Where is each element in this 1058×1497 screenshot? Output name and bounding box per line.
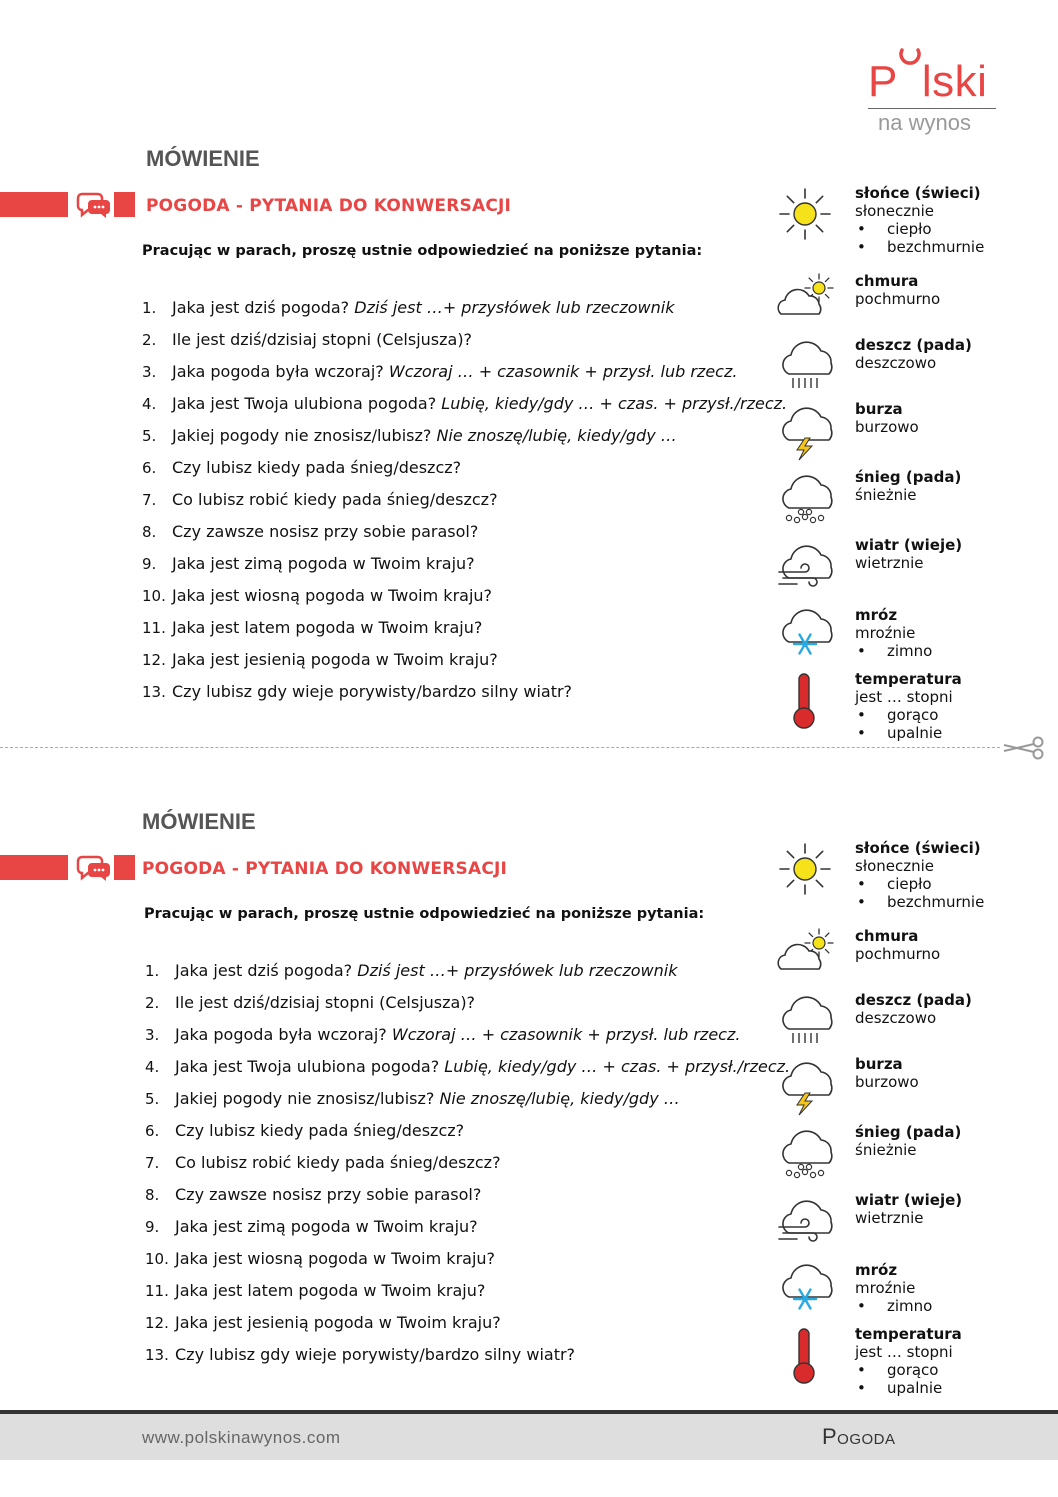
logo xyxy=(868,58,1008,137)
vocab-title: wiatr (wieje) xyxy=(855,1191,963,1209)
question-number: 10. xyxy=(145,1250,169,1268)
question-text: Jaka jest zimą pogoda w Twoim kraju? xyxy=(172,554,475,573)
question-number: 1. xyxy=(142,299,157,317)
vocab-title: mróz xyxy=(855,1261,898,1279)
vocab-text xyxy=(855,927,940,963)
vocab-text xyxy=(855,606,932,660)
question-text: Jakiej pogody nie znosisz/lubisz? xyxy=(172,426,432,445)
vocab-title: deszcz (pada) xyxy=(855,336,972,354)
vocab-bullet: • ciepło xyxy=(855,875,984,893)
question-text: Jaka jest jesienią pogoda w Twoim kraju? xyxy=(175,1313,501,1332)
question-number: 2. xyxy=(145,994,160,1012)
vocab-title: deszcz (pada) xyxy=(855,991,972,1009)
rain-icon xyxy=(775,334,835,396)
vocab-bullet: • ciepło xyxy=(855,220,984,238)
question-text: Jaka jest latem pogoda w Twoim kraju? xyxy=(175,1281,486,1300)
question-item xyxy=(142,520,787,552)
question-hint: Nie znoszę/lubię, kiedy/gdy … xyxy=(434,1089,680,1108)
vocab-line: burzowo xyxy=(855,418,919,436)
question-number: 6. xyxy=(145,1122,160,1140)
question-text: Jaka jest dziś pogoda? xyxy=(172,298,350,317)
question-hint: Dziś jest …+ przysłówek lub rzeczownik xyxy=(352,961,678,980)
vocab-line: mroźnie xyxy=(855,624,916,642)
question-hint: Lubię, kiedy/gdy … + czas. + przysł./rzecz. xyxy=(439,1057,791,1076)
question-text: Jaka pogoda była wczoraj? xyxy=(172,362,384,381)
section-title: POGODA - PYTANIA DO KONWERSACJI xyxy=(142,859,508,879)
vocab-title: burza xyxy=(855,1055,903,1073)
question-text: Czy lubisz gdy wieje porywisty/bardzo silny wiatr? xyxy=(175,1345,576,1364)
worksheet-section-1 xyxy=(0,146,1058,742)
question-item xyxy=(142,296,787,328)
question-item xyxy=(142,648,787,680)
accent-square xyxy=(114,855,135,880)
question-item xyxy=(145,1343,790,1375)
vocab-text xyxy=(855,400,919,436)
question-list xyxy=(145,959,790,1375)
question-item xyxy=(145,1087,790,1119)
vocab-bullet: • bezchmurnie xyxy=(855,238,984,256)
vocab-title: temperatura xyxy=(855,670,962,688)
question-number: 9. xyxy=(145,1218,160,1236)
vocab-line: śnieżnie xyxy=(855,1141,917,1159)
accent-square xyxy=(114,192,135,217)
logo-wordmark xyxy=(868,58,1008,106)
vocab-text xyxy=(855,184,984,256)
question-item xyxy=(145,1023,790,1055)
vocab-title: chmura xyxy=(855,272,919,290)
question-number: 7. xyxy=(145,1154,160,1172)
snow-icon xyxy=(775,468,835,530)
instruction-text: Pracując w parach, proszę ustnie odpowiedzieć na poniższe pytania: xyxy=(144,906,705,922)
vocab-title: burza xyxy=(855,400,903,418)
vocab-line: jest … stopni xyxy=(855,688,953,706)
question-item xyxy=(145,1055,790,1087)
vocab-text xyxy=(855,1261,932,1315)
accent-bar xyxy=(0,855,68,880)
vocab-title: słońce (świeci) xyxy=(855,839,981,857)
vocab-line: burzowo xyxy=(855,1073,919,1091)
vocab-text xyxy=(855,468,961,504)
question-number: 8. xyxy=(142,523,157,541)
vocab-title: mróz xyxy=(855,606,898,624)
sun-icon xyxy=(775,841,835,903)
question-number: 3. xyxy=(145,1026,160,1044)
question-number: 13. xyxy=(142,683,166,701)
logo-subtitle: na wynos xyxy=(868,108,996,137)
question-number: 12. xyxy=(145,1314,169,1332)
wind-icon xyxy=(775,1193,835,1255)
section-heading: MÓWIENIE xyxy=(146,146,260,171)
vocab-line: pochmurno xyxy=(855,945,941,963)
question-number: 4. xyxy=(145,1058,160,1076)
cut-line xyxy=(0,747,1000,748)
vocab-bullet: • gorąco xyxy=(855,1361,962,1379)
question-text: Ile jest dziś/dzisiaj stopni (Celsjusza)? xyxy=(172,330,473,349)
question-text: Jaka jest dziś pogoda? xyxy=(175,961,353,980)
vocab-text xyxy=(855,1191,962,1227)
vocab-line: mroźnie xyxy=(855,1279,916,1297)
question-list xyxy=(142,296,787,712)
vocab-bullet: • bezchmurnie xyxy=(855,893,984,911)
question-text: Czy lubisz kiedy pada śnieg/deszcz? xyxy=(172,458,462,477)
question-text: Czy zawsze nosisz przy sobie parasol? xyxy=(175,1185,482,1204)
question-number: 4. xyxy=(142,395,157,413)
question-number: 7. xyxy=(142,491,157,509)
question-item xyxy=(142,552,787,584)
cloud-sun-icon xyxy=(775,927,835,989)
question-text: Jaka jest jesienią pogoda w Twoim kraju? xyxy=(172,650,498,669)
logo-o-icon xyxy=(898,66,922,96)
vocab-title: śnieg (pada) xyxy=(855,1123,962,1141)
question-number: 11. xyxy=(145,1282,169,1300)
vocab-line: deszczowo xyxy=(855,1009,937,1027)
question-text: Jaka jest zimą pogoda w Twoim kraju? xyxy=(175,1217,478,1236)
question-number: 3. xyxy=(142,363,157,381)
vocab-line: deszczowo xyxy=(855,354,937,372)
vocab-title: temperatura xyxy=(855,1325,962,1343)
vocab-line: jest … stopni xyxy=(855,1343,953,1361)
question-number: 11. xyxy=(142,619,166,637)
vocab-text xyxy=(855,1325,962,1397)
section-heading: MÓWIENIE xyxy=(142,809,256,834)
question-hint: Wczoraj … + czasownik + przysł. lub rzecz. xyxy=(386,1025,741,1044)
vocab-text xyxy=(855,272,940,308)
vocab-text xyxy=(855,670,962,742)
question-number: 1. xyxy=(145,962,160,980)
question-text: Jaka jest wiosną pogoda w Twoim kraju? xyxy=(172,586,493,605)
vocab-line: słonecznie xyxy=(855,202,935,220)
question-item xyxy=(145,959,790,991)
question-number: 10. xyxy=(142,587,166,605)
question-text: Co lubisz robić kiedy pada śnieg/deszcz? xyxy=(175,1153,501,1172)
question-number: 12. xyxy=(142,651,166,669)
question-item xyxy=(145,1183,790,1215)
chat-bubbles-icon xyxy=(76,190,112,218)
question-number: 6. xyxy=(142,459,157,477)
question-number: 13. xyxy=(145,1346,169,1364)
question-text: Ile jest dziś/dzisiaj stopni (Celsjusza)? xyxy=(175,993,476,1012)
question-item xyxy=(145,991,790,1023)
question-item xyxy=(142,488,787,520)
thermometer-icon xyxy=(775,670,835,732)
question-item xyxy=(145,1279,790,1311)
question-text: Jakiej pogody nie znosisz/lubisz? xyxy=(175,1089,435,1108)
question-number: 5. xyxy=(145,1090,160,1108)
vocab-bullet: • zimno xyxy=(855,1297,932,1315)
storm-icon xyxy=(775,1055,835,1117)
question-item xyxy=(145,1119,790,1151)
question-number: 8. xyxy=(145,1186,160,1204)
question-text: Jaka pogoda była wczoraj? xyxy=(175,1025,387,1044)
cloud-sun-icon xyxy=(775,272,835,334)
question-item xyxy=(142,360,787,392)
question-hint: Lubię, kiedy/gdy … + czas. + przysł./rzecz. xyxy=(436,394,788,413)
question-text: Jaka jest Twoja ulubiona pogoda? xyxy=(175,1057,440,1076)
vocab-line: słonecznie xyxy=(855,857,935,875)
vocab-title: wiatr (wieje) xyxy=(855,536,963,554)
vocab-text xyxy=(855,336,972,372)
question-item xyxy=(145,1215,790,1247)
question-text: Jaka jest latem pogoda w Twoim kraju? xyxy=(172,618,483,637)
vocab-line: pochmurno xyxy=(855,290,941,308)
question-number: 2. xyxy=(142,331,157,349)
worksheet-section-2 xyxy=(0,809,1058,1399)
question-item xyxy=(145,1311,790,1343)
question-item xyxy=(142,328,787,360)
sun-icon xyxy=(775,186,835,248)
vocab-bullet: • upalnie xyxy=(855,1379,962,1397)
question-item xyxy=(145,1247,790,1279)
vocab-text xyxy=(855,839,984,911)
vocab-text xyxy=(855,536,962,572)
snow-icon xyxy=(775,1123,835,1185)
vocab-line: śnieżnie xyxy=(855,486,917,504)
chat-bubbles-icon xyxy=(76,853,112,881)
question-text: Czy lubisz kiedy pada śnieg/deszcz? xyxy=(175,1121,465,1140)
footer-topic-label: Pogoda xyxy=(822,1424,896,1449)
question-item xyxy=(142,680,787,712)
storm-icon xyxy=(775,400,835,462)
question-item xyxy=(142,616,787,648)
section-title: POGODA - PYTANIA DO KONWERSACJI xyxy=(146,196,512,216)
footer-url[interactable]: www.polskinawynos.com xyxy=(142,1428,341,1447)
vocab-text xyxy=(855,1055,919,1091)
frost-icon xyxy=(775,1257,835,1319)
vocab-line: wietrznie xyxy=(855,1209,924,1227)
vocab-title: słońce (świeci) xyxy=(855,184,981,202)
vocab-bullet: • gorąco xyxy=(855,706,962,724)
instruction-text: Pracując w parach, proszę ustnie odpowiedzieć na poniższe pytania: xyxy=(142,243,703,259)
question-number: 9. xyxy=(142,555,157,573)
vocab-title: chmura xyxy=(855,927,919,945)
frost-icon xyxy=(775,602,835,664)
wind-icon xyxy=(775,538,835,600)
vocab-text xyxy=(855,991,972,1027)
vocab-title: śnieg (pada) xyxy=(855,468,962,486)
question-item xyxy=(142,456,787,488)
logo-letters-lski: lski xyxy=(921,57,988,106)
rain-icon xyxy=(775,989,835,1051)
question-hint: Wczoraj … + czasownik + przysł. lub rzecz. xyxy=(383,362,738,381)
question-item xyxy=(142,424,787,456)
question-hint: Dziś jest …+ przysłówek lub rzeczownik xyxy=(349,298,675,317)
vocab-line: wietrznie xyxy=(855,554,924,572)
vocab-text xyxy=(855,1123,961,1159)
question-hint: Nie znoszę/lubię, kiedy/gdy … xyxy=(431,426,677,445)
question-item xyxy=(142,584,787,616)
question-item xyxy=(145,1151,790,1183)
question-text: Czy zawsze nosisz przy sobie parasol? xyxy=(172,522,479,541)
accent-bar xyxy=(0,192,68,217)
question-item xyxy=(142,392,787,424)
question-text: Czy lubisz gdy wieje porywisty/bardzo silny wiatr? xyxy=(172,682,573,701)
vocab-bullet: • upalnie xyxy=(855,724,962,742)
vocab-bullet: • zimno xyxy=(855,642,932,660)
thermometer-icon xyxy=(775,1325,835,1387)
question-number: 5. xyxy=(142,427,157,445)
logo-letter-p: P xyxy=(868,57,898,106)
question-text: Jaka jest wiosną pogoda w Twoim kraju? xyxy=(175,1249,496,1268)
scissors-icon xyxy=(1000,736,1048,760)
question-text: Jaka jest Twoja ulubiona pogoda? xyxy=(172,394,437,413)
question-text: Co lubisz robić kiedy pada śnieg/deszcz? xyxy=(172,490,498,509)
